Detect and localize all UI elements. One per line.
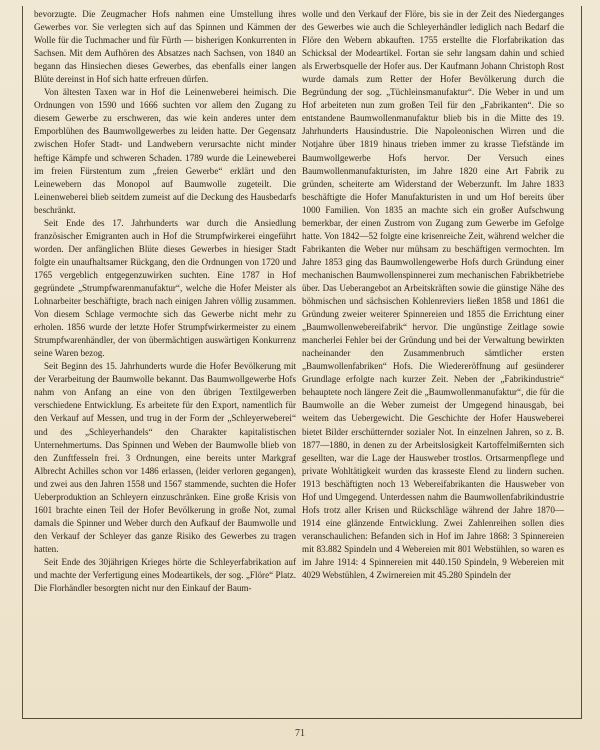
paragraph: Seit Beginn des 15. Jahrhunderts wurde die Hofer Bevölkerung mit der Verarbeitung der Baumwolle bekannt. Das Baumwollgewerbe Hofs nahm von Anfang an eine von den übrigen Textilgewerben verschiedene Entwicklung. Es arbeitete für den Export, namentlich für den Verkauf auf Messen, und trug in der Form der „Schleyerweberei“ und des „Schleyerhandels“ den Charakter kapitalistischen Unternehmertums. Das Spinnen und Weben der Baumwolle blieb von den Zunftfesseln frei. 3 Ordnungen, eine bereits unter Markgraf Albrecht Achilles schon vor 1486 erlassen, (leider verloren gegangen), und zwei aus den Jahren 1558 und 1567 stammende, suchten die Hofer Ueberproduktion an Schleyern einzuschränken. Eine große Krisis von 1601 brachte einen Teil der Hofer Bevölkerung in große Not, zumal damals die Spinner und Weber durch den Aufkauf der Baumwolle und den Verkauf der Schleyer das ganze Risiko des Gewerbes zu tragen hatten. xyxy=(34,361,296,554)
page-number: 71 xyxy=(295,728,305,739)
paragraph: Seit Ende des 30jährigen Krieges hörte die Schleyerfabrikation auf und machte der Verfertigung eines Modeartikels, der sog. „Flöre“ Platz. Die Florhändler besorgten nicht nur den Einkauf der Baum- xyxy=(34,556,296,594)
right-column xyxy=(302,8,564,582)
paragraph: Seit Ende des 17. Jahrhunderts war durch die Ansiedlung französischer Emigranten auch in Hof die Strumpfwirkerei eingeführt worden. Der anfänglichen Blüte dieses Gewerbes in hiesiger Stadt folgte ein unaufhaltsamer Rückgang, den die Ordnungen von 1720 und 1765 vergeblich entgegenzuwirken suchten. Eine 1787 in Hof gegründete „Strumpfwarenmanufaktur“, welche die Hofer Meister als Lohnarbeiter beschäftigte, brach nach einigen Jahren völlig zusammen. Von diesem Schlage vermochte sich das Gewerbe nicht mehr zu erholen. 1856 wurde der letzte Hofer Strumpfwirkermeister zu einem Strumpfwarenhändler, der von übermächtigen auswärtigen Konkurrenz seine Waren bezog. xyxy=(34,217,296,359)
paragraph: Von ältesten Taxen war in Hof die Leinenweberei heimisch. Die Ordnungen von 1590 und 1666 suchten vor allem den Zugang zu diesem Gewerbe zu erschweren, das wie kein anderes unter dem Emporblühen des Baumwollgewerbes zu leiden hatte. Der Gegensatz zwischen Hofer Stadt- und Landwebern verursachte nicht minder heftige Kämpfe und schweren Schaden. 1789 wurde die Leineweberei im freien Fürstentum zum „freien Gewerbe“ erklärt und den Leinewebern das Monopol auf Baumwolle zugeteilt. Die Leinenweberei blieb seitdem zumeist auf die Deckung des Hausbedarfs beschränkt. xyxy=(34,87,296,215)
paragraph: wolle und den Verkauf der Flöre, bis sie in der Zeit des Niederganges des Gewerbes wie auch die Schleyerhändler lediglich nach Bedarf die Flöre den Webern abkauften. 1755 erstellte die Florfabrikation das Schicksal der Modeartikel. Fortan sie sehr langsam dahin und schied als Erwerbsquelle der Hofer aus. Der Kaufmann Johann Christoph Rost wurde damals zum Retter der Hofer Bevölkerung durch die Begründung der sog. „Tüchleinsmanufaktur“. Die Weber in und um Hof arbeiteten nun zum großen Teil für den „Fabrikanten“. Die so entstandene Baumwollenmanufaktur blieb bis in die Mitte des 19. Jahrhunderts Hausindustrie. Die Napoleonischen Wirren und die Notjahre über 1819 hinaus trieben immer zu krasse Tiefstände im Baumwollgewerbe Hofs hervor. Der Versuch eines Baumwollenmanufakturisten, im Jahre 1820 eine Art Fabrik zu gründen, scheiterte am Widerstand der Weberzunft. Im Jahre 1833 beschäftigte die Hofer Manufakturisten in und um Hof bereits über 1000 Familien. Von 1835 an machte sich ein großer Aufschwung bemerkbar, der einen Zustrom von Zugang zum Gewerbe im Gefolge hatte. Von 1842—52 folgte eine krisenreiche Zeit, während welcher die Fabrikanten die Weber nur mühsam zu beschäftigen vermochten. Im Jahre 1853 ging das Baumwollengewerbe Hofs durch Gründung einer mechanischen Baumwollenspinnerei zum mechanischen Fabrikbetriebe über. Das Ueberangebot an Arbeitskräften sowie die günstige Nähe des böhmischen und sächsischen Kohlenreviers ließen 1858 und 1861 die Gründung zweier weiterer Spinnereien und 1855 die Errichtung einer „Baumwollenwebereifabrik“ hervor. Die ungünstige Zeitlage sowie mancherlei Fehler bei der Gründung und bei der Verwaltung bewirkten nacheinander den Zusammenbruch sämtlicher ersten „Baumwollenfabriken“ Hofs. Die Wiedereröffnung auf gesünderer Grundlage erfolgte nach kurzer Zeit. Neben der „Fabrikindustrie“ behauptete noch längere Zeit die „Baumwollenmanufaktur“, die für die Baumwolle an die Weber zumeist der Umgegend hinausgab, bei weitem das Uebergewicht. Die Geschichte der Hofer Hausweberei bietet Bilder erschütternder sozialer Not. In einzelnen Jahren, so z. B. 1877—1880, in denen zu der Arbeitslosigkeit Kartoffelmißernten sich gesellten, war die Lage der Hausweber trostlos. Ortsarmenpflege und private Wohltätigkeit wurden das krasseste Elend zu lindern suchen. 1913 beschäftigten noch 13 Webereifabrikanten die Hausweber von Hof und Umgegend. Unterdessen nahm die Baumwollenfabrikindustrie Hofs trotz aller Krisen und Rückschläge während der Jahre 1870—1914 eine glänzende Entwicklung. Zwei Zahlenreihen sollen dies veranschaulichen: Befanden sich in Hof im Jahre 1868: 3 Spinnereien mit 83.882 Spindeln und 4 Webereien mit 801 Webstühlen, so waren es im Jahre 1914: 4 Spinnereien mit 440.150 Spindeln, 9 Webereien mit 4029 Webstühlen, 4 Zwirnereien mit 45.280 Spindeln der xyxy=(302,9,564,581)
left-column xyxy=(34,8,296,595)
paragraph: bevorzugte. Die Zeugmacher Hofs nahmen eine Umstellung ihres Gewerbes vor. Sie verlegten sich auf das Spinnen und Kämmen der Wolle für die Tuchmacher und für Fürth — bisherigen Konkurrenten in Sachsen. Mit dem Aufhören des Absatzes nach Sachsen, von 1840 an begann das Hinsiechen dieses Gewerbes, das ebenfalls einer langen Blüte dereinst in Hof sich hatte erfreuen dürfen. xyxy=(34,9,296,85)
